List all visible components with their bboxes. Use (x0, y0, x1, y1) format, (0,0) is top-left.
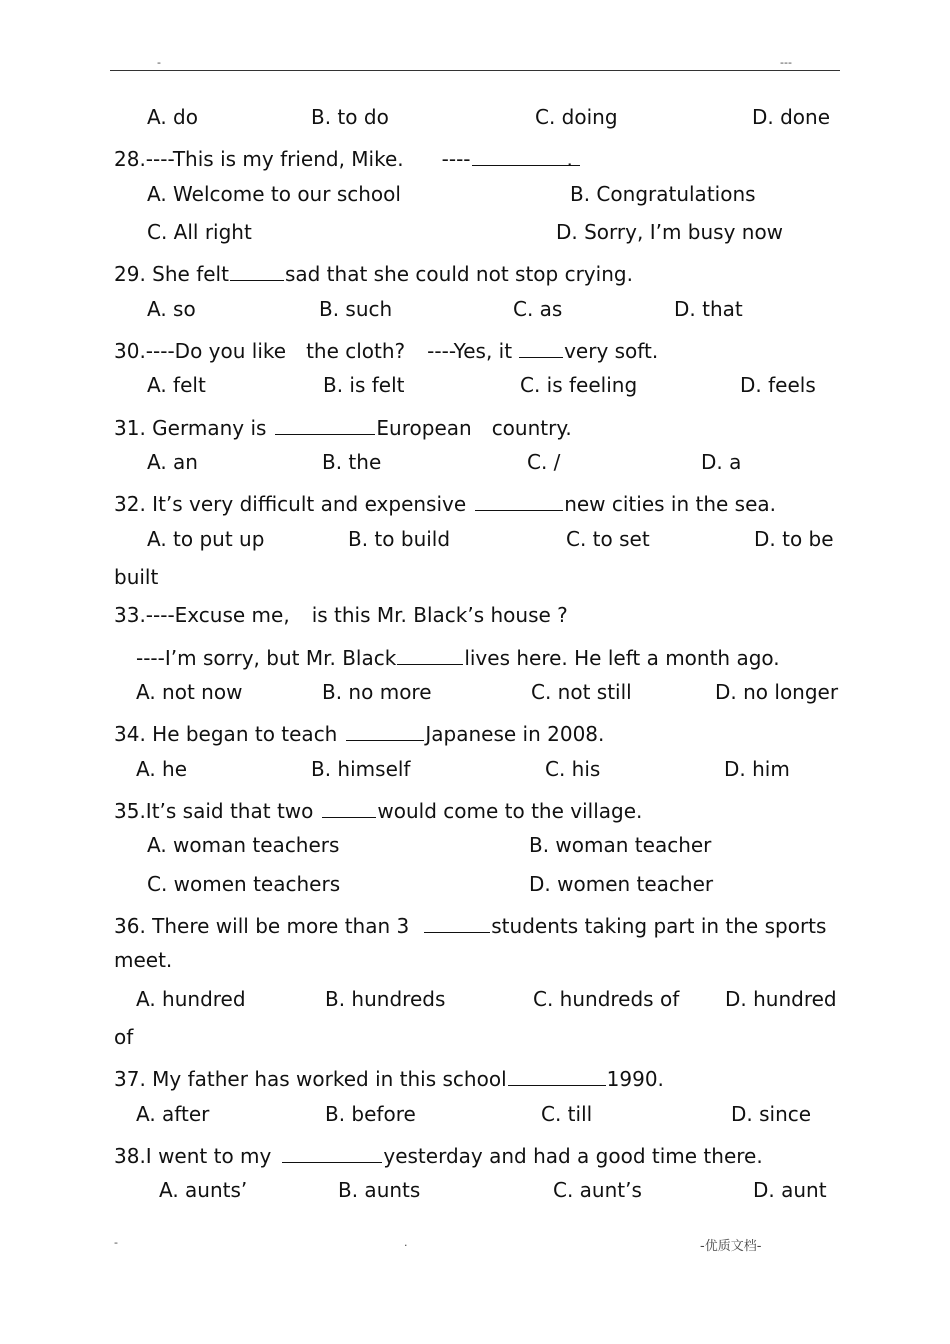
q34-option-b: B. himself (311, 757, 411, 781)
q35-stem-part-1: 35.It’s said that two (114, 799, 314, 823)
q37-stem-part-1: 37. My father has worked in this school (114, 1067, 507, 1091)
q28-option-d: D. Sorry, I’m busy now (556, 220, 784, 244)
q28-stem-part-1: 28.----This is my friend, Mike. (114, 147, 404, 171)
q34-stem-part-1: 34. He began to teach (114, 722, 338, 746)
q38-stem-part-2: yesterday and had a good time there. (383, 1144, 763, 1168)
q30-option-d: D. feels (740, 373, 816, 397)
q37-option-b: B. before (325, 1102, 416, 1126)
q30-stem (114, 335, 658, 363)
q27-option-d: D. done (752, 105, 831, 129)
q38-option-a: A. aunts’ (159, 1178, 248, 1202)
q32-answer-blank (475, 488, 563, 511)
q36-option-c: C. hundreds of (533, 987, 680, 1011)
q27-option-a: A. do (147, 105, 198, 129)
q36-stem-wrap: meet. (114, 948, 173, 972)
q31-option-c: C. / (527, 450, 561, 474)
q34-option-a: A. he (136, 757, 188, 781)
q36-stem-part-2: students taking part in the sports (491, 914, 827, 938)
q38-stem-part-1: 38.I went to my (114, 1144, 272, 1168)
q28-stem (114, 143, 573, 171)
footer-watermark-text: -优质文档- (700, 1239, 762, 1254)
q35-option-a: A. woman teachers (147, 833, 340, 857)
q29-option-d: D. that (674, 297, 743, 321)
q33-option-a: A. not now (136, 680, 243, 704)
q29-option-c: C. as (513, 297, 563, 321)
q34-stem (114, 718, 604, 746)
q35-stem-part-2: would come to the village. (377, 799, 643, 823)
q35-option-c: C. women teachers (147, 872, 341, 896)
q31-stem-part-3: country. (491, 416, 572, 440)
q38-stem (114, 1140, 763, 1168)
q31-option-b: B. the (322, 450, 382, 474)
q32-stem (114, 488, 776, 516)
header-rule (110, 70, 840, 71)
q36-stem (114, 910, 826, 938)
q31-stem-part-1: 31. Germany is (114, 416, 267, 440)
q28-stem-part-3: . (566, 147, 573, 171)
q33-option-c: C. not still (531, 680, 632, 704)
q37-stem-part-2: 1990. (606, 1067, 664, 1091)
q29-answer-blank (230, 258, 284, 281)
q31-option-d: D. a (701, 450, 742, 474)
q34-stem-part-2: Japanese in 2008. (425, 722, 605, 746)
q32-option-d-wrap: built (114, 565, 159, 589)
q33-stem-part-4: lives here. He left a month ago. (464, 646, 780, 670)
q37-option-d: D. since (731, 1102, 812, 1126)
q31-stem-part-2: European (376, 416, 472, 440)
q28-stem-part-2: ---- (441, 147, 471, 171)
q30-stem-part-2: the cloth? (306, 339, 406, 363)
q28-option-b: B. Congratulations (570, 182, 756, 206)
q32-option-a: A. to put up (147, 527, 265, 551)
q38-answer-blank (282, 1140, 382, 1163)
q29-stem-part-1: 29. She felt (114, 262, 229, 286)
q30-option-c: C. is feeling (520, 373, 638, 397)
q29-stem (114, 258, 633, 286)
q30-stem-part-1: 30.----Do you like (114, 339, 287, 363)
q33-stem-part-1: 33.----Excuse me, (114, 603, 290, 627)
q36-stem-part-1: 36. There will be more than 3 (114, 914, 410, 938)
q37-option-a: A. after (136, 1102, 210, 1126)
q32-option-d: D. to be (754, 527, 834, 551)
header-right-mark: --- (780, 56, 792, 69)
q30-option-a: A. felt (147, 373, 206, 397)
q34-answer-blank (346, 718, 424, 741)
q28-option-c: C. All right (147, 220, 252, 244)
q33-answer-blank (397, 642, 463, 665)
q35-answer-blank (322, 795, 376, 818)
q33-option-d: D. no longer (715, 680, 839, 704)
q34-option-c: C. his (545, 757, 601, 781)
q36-option-d: D. hundred (725, 987, 837, 1011)
footer-left-mark: - (114, 1236, 118, 1249)
q33-stem-part-2: is this Mr. Black’s house ? (311, 603, 568, 627)
q30-stem-part-3: ----Yes, it (427, 339, 513, 363)
q31-stem (114, 412, 572, 440)
q32-stem-part-2: new cities in the sea. (564, 492, 777, 516)
q36-option-d-wrap: of (114, 1025, 134, 1049)
q32-stem-part-1: 32. It’s very difficult and expensive (114, 492, 467, 516)
q32-option-b: B. to build (348, 527, 451, 551)
q38-option-c: C. aunt’s (553, 1178, 642, 1202)
q30-answer-blank (519, 335, 563, 358)
q31-answer-blank (275, 412, 375, 435)
q35-stem (114, 795, 642, 823)
q28-answer-blank (472, 143, 580, 166)
q37-stem (114, 1063, 664, 1091)
q29-option-b: B. such (319, 297, 393, 321)
q30-option-b: B. is felt (323, 373, 405, 397)
q34-option-d: D. him (724, 757, 790, 781)
q33-option-b: B. no more (322, 680, 432, 704)
q31-option-a: A. an (147, 450, 198, 474)
q35-option-b: B. woman teacher (529, 833, 712, 857)
q28-option-a: A. Welcome to our school (147, 182, 401, 206)
q27-option-b: B. to do (311, 105, 389, 129)
q30-stem-part-4: very soft. (564, 339, 659, 363)
q33-stem-reply (136, 642, 780, 670)
q36-answer-blank (424, 910, 490, 933)
q29-stem-part-2: sad that she could not stop crying. (284, 262, 633, 286)
footer-center-mark: . (404, 1236, 408, 1249)
q27-option-c: C. doing (535, 105, 618, 129)
q36-option-a: A. hundred (136, 987, 246, 1011)
q38-option-b: B. aunts (338, 1178, 421, 1202)
q29-option-a: A. so (147, 297, 196, 321)
q35-option-d: D. women teacher (529, 872, 714, 896)
q33-stem (114, 603, 568, 627)
q32-option-c: C. to set (566, 527, 650, 551)
q37-option-c: C. till (541, 1102, 593, 1126)
q37-answer-blank (508, 1063, 606, 1086)
header-left-mark: - (157, 56, 161, 69)
q36-option-b: B. hundreds (325, 987, 446, 1011)
q38-option-d: D. aunt (753, 1178, 827, 1202)
q33-stem-part-3: ----I’m sorry, but Mr. Black (136, 646, 397, 670)
